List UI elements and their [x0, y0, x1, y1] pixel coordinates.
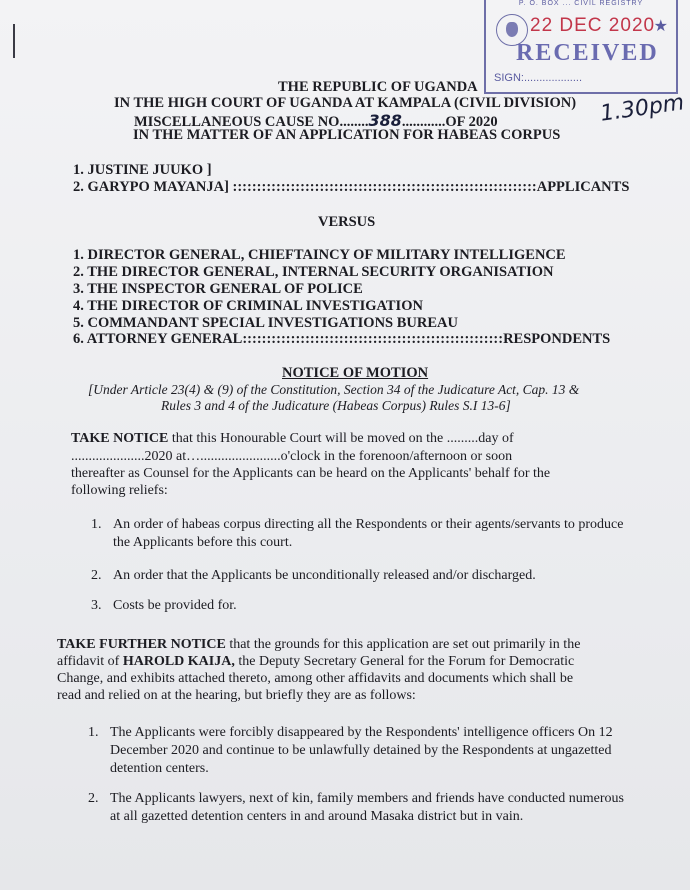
received-stamp [484, 0, 678, 94]
notice-title: NOTICE OF MOTION [282, 365, 429, 381]
relief-number: 1. [91, 517, 102, 532]
take-notice-line-1 [71, 430, 514, 448]
further-notice-lead: TAKE FURTHER NOTICE [57, 637, 226, 652]
relief-text: An order of habeas corpus directing all the Respondents or their agents/servants to produce the Applicants before this court. [113, 517, 624, 551]
respondent-6: 6. ATTORNEY GENERAL::::::::::::::::::::::::::::::::::::::::::::::::::::::RESPONDENTS [73, 331, 611, 347]
further-notice-line-1 [57, 636, 580, 654]
respondent-5: 5. COMMANDANT SPECIAL INVESTIGATIONS BUREAU [73, 315, 458, 331]
take-notice-lead: TAKE NOTICE [71, 431, 169, 446]
affidavit-suffix: the Deputy Secretary General for the Forum for Democratic [234, 654, 575, 669]
relief-item-1 [91, 516, 636, 556]
further-notice-text-1: that the grounds for this application are set out primarily in the [225, 637, 581, 652]
relief-text: Costs be provided for. [113, 598, 237, 613]
ground-text: The Applicants were forcibly disappeared by the Respondents' intelligence officers On 12 December 2020 and continue to be unlawfully detained by the Respondents at ungazetted detention centers. [110, 725, 613, 777]
versus-label: VERSUS [318, 214, 376, 230]
relief-number: 2. [91, 568, 102, 583]
respondent-2: 2. THE DIRECTOR GENERAL, INTERNAL SECURITY ORGANISATION [73, 264, 554, 280]
stamp-date: 22 DEC 2020 [530, 15, 656, 36]
deponent-name: HAROLD KAIJA, [122, 654, 235, 669]
heading-court: IN THE HIGH COURT OF UGANDA AT KAMPALA (CIVIL DIVISION) [114, 95, 577, 111]
take-notice-line-4: following reliefs: [71, 483, 168, 498]
relief-text: An order that the Applicants be unconditionally released and/or discharged. [113, 568, 536, 583]
relief-item-3 [91, 597, 636, 617]
further-notice-line-2 [57, 653, 574, 671]
stamp-sign: SIGN:................... [494, 72, 583, 84]
relief-number: 3. [91, 598, 102, 613]
heading-matter: IN THE MATTER OF AN APPLICATION FOR HABEAS CORPUS [133, 127, 561, 143]
applicant-1: 1. JUSTINE JUUKO ] [73, 162, 212, 178]
ground-text: The Applicants lawyers, next of kin, family members and friends have conducted numerous at all gazetted detention centers in and around Masaka district but in vain. [110, 791, 624, 825]
relief-item-2 [91, 567, 636, 587]
take-notice-line-2: .....................2020 at….......................o'clock in the forenoon/afternoon or soon [71, 449, 513, 464]
respondent-4: 4. THE DIRECTOR OF CRIMINAL INVESTIGATION [73, 298, 423, 314]
take-notice-line-3: thereafter as Counsel for the Applicants can be heard on the Applicants' behalf for the [71, 466, 551, 481]
affidavit-prefix: affidavit of [57, 654, 123, 669]
notice-subtitle-1: [Under Article 23(4) & (9) of the Constitution, Section 34 of the Judicature Act, Cap. 13 & [88, 382, 580, 397]
star-icon: ★ [653, 18, 668, 35]
ground-item-1 [88, 724, 636, 780]
cause-prefix: MISCELLANEOUS CAUSE NO........ [134, 114, 369, 130]
further-notice-line-4: read and relied on at the hearing, but briefly they are as follows: [57, 688, 416, 703]
heading-republic: THE REPUBLIC OF UGANDA [278, 79, 478, 95]
ground-item-2 [88, 790, 636, 830]
further-notice-line-3: Change, and exhibits attached thereto, among other affidavits and documents which shall be [57, 671, 574, 686]
stamp-header: P. O. BOX ... CIVIL REGISTRY [518, 0, 644, 7]
ground-number: 2. [88, 791, 99, 806]
handwritten-cause-number: 388 [368, 111, 402, 130]
handwritten-time: 1.30pm [598, 90, 686, 127]
respondent-3: 3. THE INSPECTOR GENERAL OF POLICE [73, 281, 363, 297]
applicant-2: 2. GARYPO MAYANJA] :::::::::::::::::::::::::::::::::::::::::::::::::::::::::::::::APPLICANTS [73, 179, 630, 195]
cause-suffix: ............OF 2020 [401, 114, 498, 130]
margin-mark [13, 24, 15, 58]
respondent-1: 1. DIRECTOR GENERAL, CHIEFTAINCY OF MILITARY INTELLIGENCE [73, 247, 566, 263]
ground-number: 1. [88, 725, 99, 740]
take-notice-text-1: that this Honourable Court will be moved on the .........day of [168, 431, 514, 446]
notice-subtitle-2: Rules 3 and 4 of the Judicature (Habeas Corpus) Rules S.I 13-6] [161, 398, 511, 413]
stamp-received: RECEIVED [516, 40, 659, 66]
